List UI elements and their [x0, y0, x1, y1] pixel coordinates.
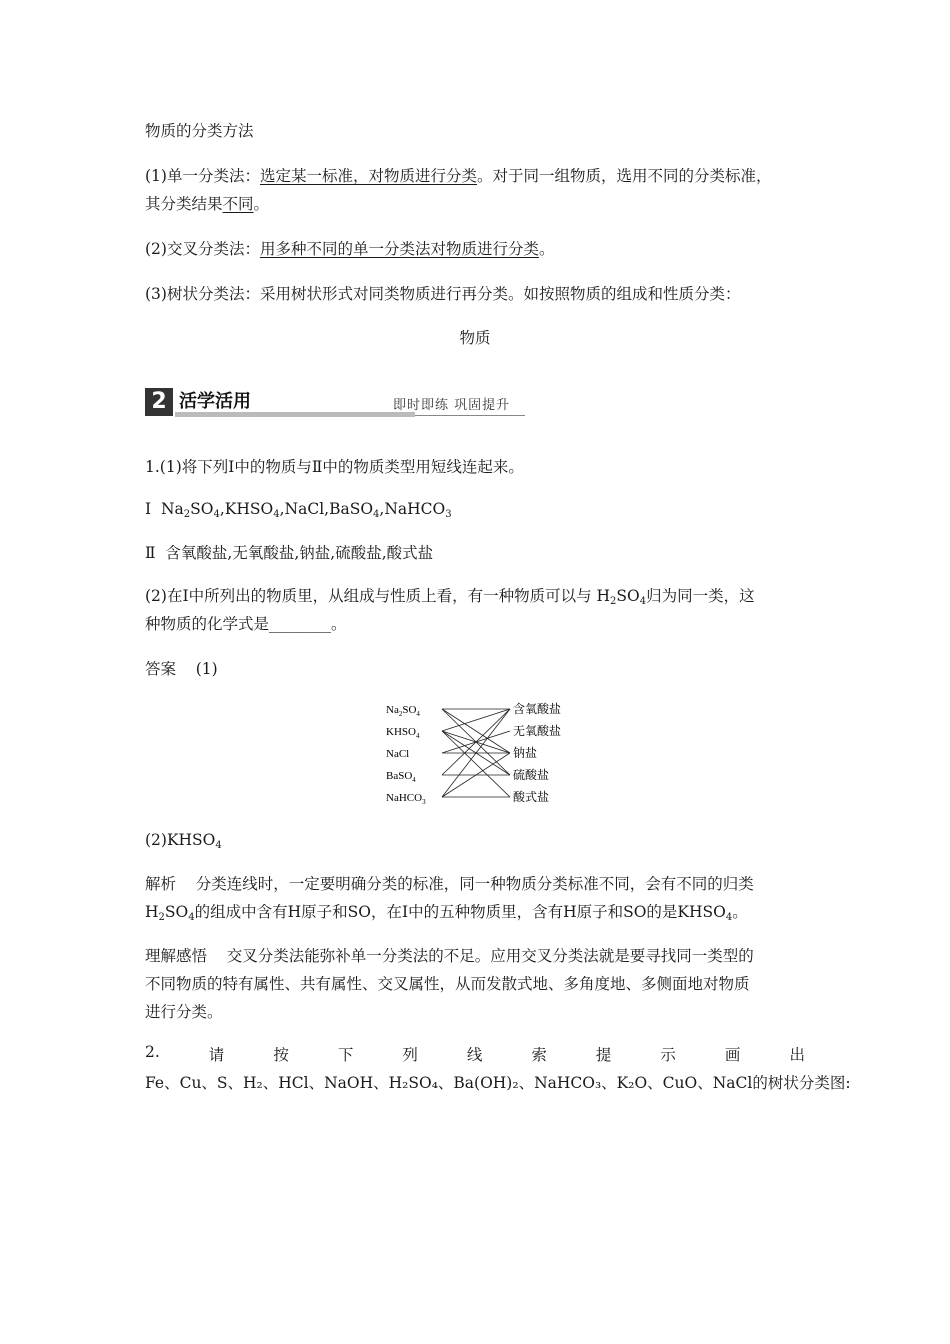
- q2-w6: 索: [531, 1046, 547, 1064]
- item-1-line2-suffix: 。: [253, 195, 270, 213]
- left-label-4: NaHCO$_3$: [386, 792, 426, 806]
- q2-w9: 画: [724, 1046, 741, 1064]
- q2-w10: 出: [789, 1046, 805, 1064]
- answer-part2-text: (2)KHSO: [145, 831, 216, 849]
- an-s2: 4: [188, 912, 195, 923]
- answer-line: [145, 655, 218, 683]
- q1-part1: 1.(1)将下列Ⅰ中的物质与Ⅱ中的物质类型用短线连起来。: [145, 458, 524, 476]
- analysis-line-1: [145, 870, 754, 898]
- left-labels: [386, 704, 426, 806]
- right-labels: [513, 701, 561, 804]
- item-1-line2-underlined: 不同: [222, 195, 254, 213]
- part2-c: 归为同一类，这: [646, 587, 755, 605]
- item-1-line-2: [145, 190, 269, 218]
- q2-w5: 线: [466, 1046, 483, 1064]
- row1-t0: Na: [160, 500, 184, 518]
- answer-label: 答案: [145, 660, 177, 678]
- left-label-3: BaSO$_4$: [386, 770, 416, 784]
- item-1-line2-prefix: 其分类结果: [145, 195, 223, 213]
- q2-w1: 请: [208, 1046, 225, 1064]
- section-heading: 物质的分类方法: [145, 122, 254, 140]
- q2-w3: 下: [337, 1046, 354, 1064]
- banner-number: 2: [145, 388, 173, 416]
- part2-sub2: 4: [639, 596, 647, 607]
- q2-w2: 按: [273, 1046, 289, 1064]
- q2-line-1: [145, 1043, 805, 1065]
- answer-part2: [145, 826, 222, 860]
- banner-title: 活学活用: [179, 391, 251, 412]
- item-3: (3)树状分类法：采用树状形式对同类物质进行再分类。如按照物质的组成和性质分类：: [145, 285, 741, 303]
- part2-a: (2)在Ⅰ中所列出的物质里，从组成与性质上看，有一种物质可以与 H: [145, 587, 611, 605]
- item-2-prefix: (2)交叉分类法：: [145, 240, 260, 258]
- row1-t9: 3: [445, 509, 452, 520]
- connector-line-3: [442, 709, 510, 731]
- item-1-prefix: (1)单一分类法：: [145, 167, 260, 185]
- q2-line-2: Fe、Cu、S、H₂、HCl、NaOH、H₂SO₄、Ba(OH)₂、NaHCO₃、K₂O、CuO、NaCl的树状分类图:: [145, 1074, 851, 1092]
- q2-w7: 提: [595, 1046, 612, 1064]
- q1-part2-line2: 种物质的化学式是________。: [145, 615, 347, 633]
- row1-t6: ,NaCl,BaSO: [279, 500, 374, 518]
- row1-t2: SO: [190, 500, 214, 518]
- row1-t1: 2: [183, 509, 191, 520]
- an-a: H: [145, 903, 159, 921]
- part2-sub1: 2: [610, 596, 617, 607]
- answer-part1: (1): [195, 660, 218, 678]
- q1-row1: [145, 495, 452, 529]
- right-label-0: 含氧酸盐: [513, 702, 562, 716]
- row2-label: Ⅱ: [145, 544, 156, 562]
- matching-diagram: [380, 695, 580, 810]
- q2-w4: 列: [402, 1046, 418, 1064]
- row1-t8: ,NaHCO: [379, 500, 446, 518]
- right-label-3: 硫酸盐: [513, 768, 550, 782]
- left-label-2: NaCl: [386, 748, 410, 760]
- row2-text: 含氧酸盐,无氧酸盐,钠盐,硫酸盐,酸式盐: [165, 544, 434, 562]
- insight-label: 理解感悟: [145, 947, 208, 965]
- insight-line-1: [145, 942, 754, 970]
- an-d: 。: [732, 903, 748, 921]
- row1-t4: ,KHSO: [219, 500, 274, 518]
- q1-row2: [145, 539, 433, 567]
- an-c: 的组成中含有H原子和SO，在Ⅰ中的五种物质里，含有H原子和SO的是KHSO: [194, 903, 726, 921]
- row1-label: Ⅰ: [145, 500, 152, 518]
- q2-w8: 示: [660, 1046, 676, 1064]
- connector-line-6: [442, 731, 510, 797]
- item-1-underlined: 选定某一标准，对物质进行分类: [259, 167, 477, 185]
- connector-line-1: [442, 709, 510, 753]
- insight-line-3: 进行分类。: [145, 1003, 223, 1021]
- item-2-underlined: 用多种不同的单一分类法对物质进行分类: [259, 240, 539, 258]
- an-s1: 2: [158, 912, 165, 923]
- insight-text-1: 交叉分类法能弥补单一分类法的不足。应用交叉分类法就是要寻找同一类型的: [226, 947, 754, 965]
- part2-b: SO: [616, 587, 640, 605]
- insight-line-2: 不同物质的特有属性、共有属性、交叉属性，从而发散式地、多角度地、多侧面地对物质: [145, 975, 750, 993]
- analysis-label: 解析: [145, 875, 177, 893]
- item-1-rest: 。对于同一组物质，选用不同的分类标准，: [476, 167, 772, 185]
- an-b: SO: [164, 903, 189, 921]
- row1-t3: 4: [213, 509, 220, 520]
- row1-t7: 4: [373, 509, 380, 520]
- item-2: [145, 235, 555, 263]
- q2-w0: 2.: [145, 1043, 160, 1061]
- connector-lines: [442, 709, 510, 797]
- answer-part2-sub: 4: [215, 840, 222, 851]
- analysis-text-1: 分类连线时，一定要明确分类的标准，同一种物质分类标准不同，会有不同的归类: [195, 875, 754, 893]
- item-2-suffix: 。: [538, 240, 555, 258]
- an-s3: 4: [725, 912, 733, 923]
- right-label-4: 酸式盐: [513, 790, 550, 804]
- left-label-0: $Na_2SO_4$: [386, 704, 420, 718]
- analysis-line-2: [145, 898, 748, 932]
- section-banner: [145, 388, 525, 416]
- banner-line: [415, 415, 525, 416]
- tree-root-label: 物质: [459, 329, 491, 347]
- item-1-line-1: [145, 162, 772, 190]
- right-label-2: 钠盐: [513, 746, 538, 760]
- left-label-1: $KHSO_4$: [386, 726, 420, 740]
- row1-t5: 4: [273, 509, 280, 520]
- banner-slogan: 即时即练 巩固提升: [393, 398, 511, 413]
- right-label-1: 无氧酸盐: [513, 724, 562, 738]
